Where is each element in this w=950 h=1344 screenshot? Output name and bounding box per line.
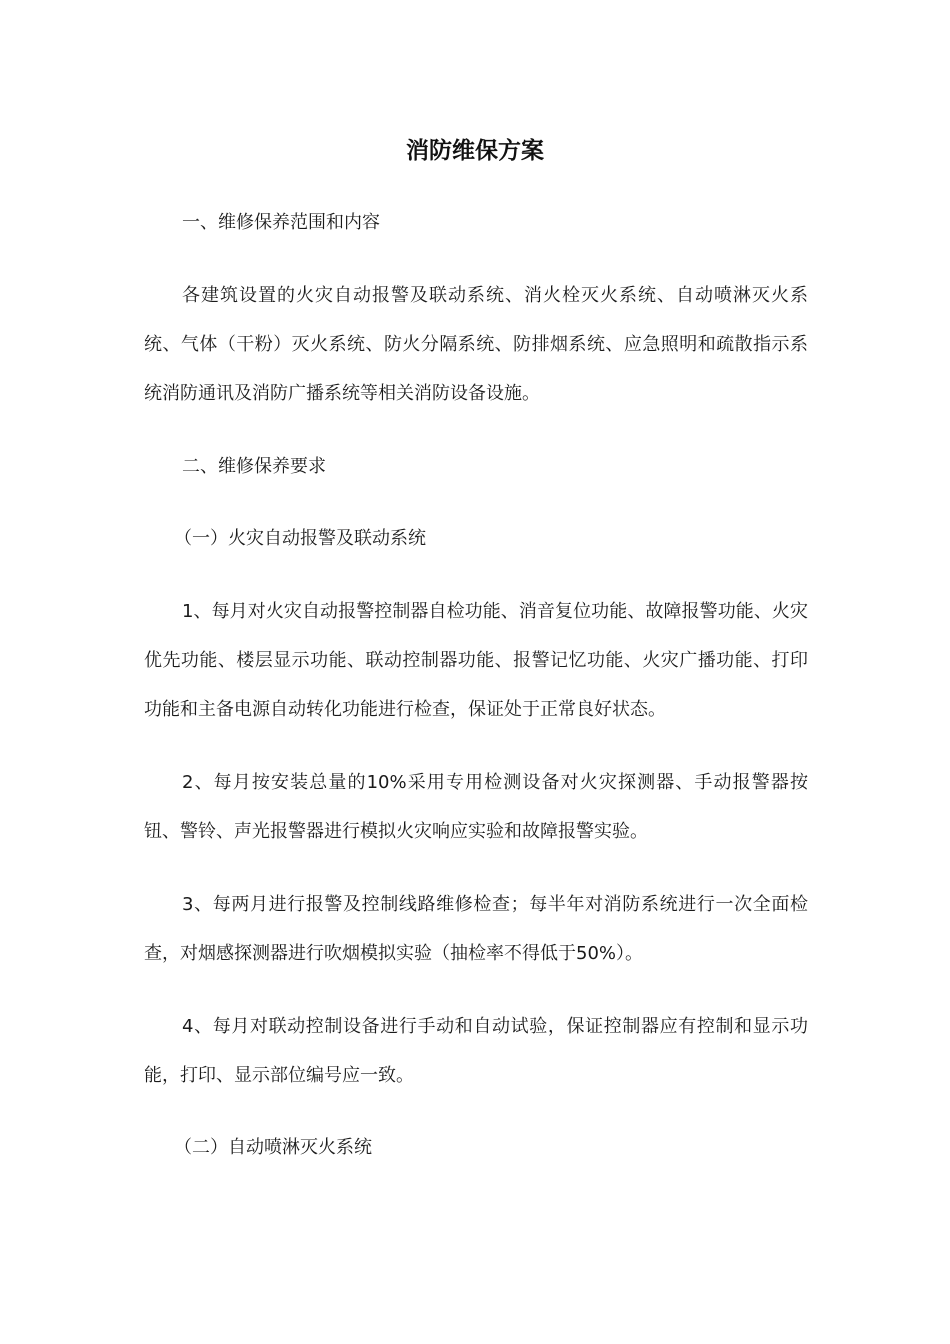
subsection-heading-sprinkler: （二）自动喷淋灭火系统 — [174, 1137, 372, 1158]
subsection-heading-fire-alarm: （一）火灾自动报警及联动系统 — [174, 528, 426, 549]
paragraph-scope-content: 各建筑设置的火灾自动报警及联动系统、消火栓灭火系统、自动喷淋灭火系统、气体（干粉）灭火系统、防火分隔系统、防排烟系统、应急照明和疏散指示系统消防通讯及消防广播系统等相关消防设备设施。 — [144, 285, 808, 404]
list-item-4: 4、每月对联动控制设备进行手动和自动试验，保证控制器应有控制和显示功能，打印、显示部位编号应一致。 — [144, 1016, 808, 1086]
list-item-3: 3、每两月进行报警及控制线路维修检查；每半年对消防系统进行一次全面检查，对烟感探测器进行吹烟模拟实验（抽检率不得低于50%）。 — [144, 894, 808, 964]
list-item-2: 2、每月按安装总量的10%采用专用检测设备对火灾探测器、手动报警器按钮、警铃、声光报警器进行模拟火灾响应实验和故障报警实验。 — [144, 772, 808, 842]
document-title: 消防维保方案 — [406, 138, 544, 164]
section-heading-requirements: 二、维修保养要求 — [182, 456, 326, 477]
section-heading-scope: 一、维修保养范围和内容 — [182, 212, 380, 233]
list-item-1: 1、每月对火灾自动报警控制器自检功能、消音复位功能、故障报警功能、火灾优先功能、楼层显示功能、联动控制器功能、报警记忆功能、火灾广播功能、打印功能和主备电源自动转化功能进行检查，保证处于正常良好状态。 — [144, 601, 808, 720]
